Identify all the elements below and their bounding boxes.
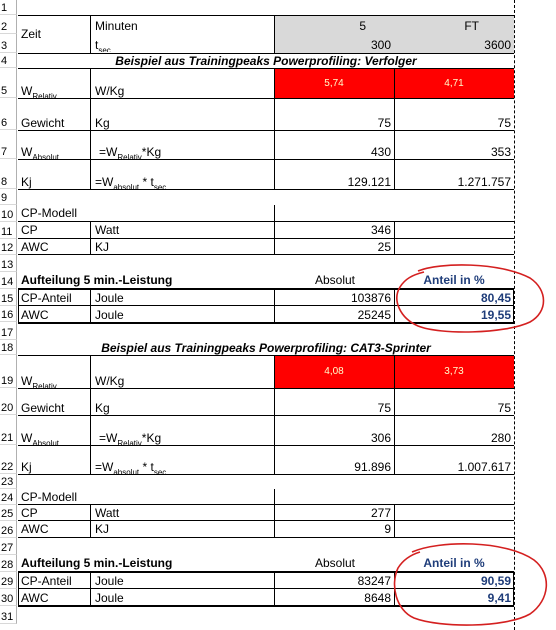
- row-header[interactable]: 15: [0, 289, 17, 306]
- block2-formula-kj-b: * t: [139, 460, 154, 474]
- block2-cp-anteil-label: CP-Anteil: [21, 574, 72, 588]
- grid-hline: [18, 355, 514, 356]
- block1-w-abs-w: W: [21, 145, 33, 159]
- tsec-sub: sec: [98, 46, 111, 52]
- block1-kj-unit: KJ: [95, 240, 110, 254]
- block1-formula-kj-sub1: absolut: [113, 183, 140, 189]
- block1-kj-ft[interactable]: 1.271.757: [457, 175, 511, 189]
- block1-joule-unit-1: Joule: [95, 291, 124, 305]
- row-header[interactable]: 19: [0, 355, 17, 388]
- row-header[interactable]: 25: [0, 505, 17, 521]
- grid-hline: [18, 68, 514, 69]
- grid-vline: [274, 571, 275, 606]
- block1-w-rel-sub: Relativ: [32, 92, 57, 98]
- block1-cp-anteil-pct[interactable]: 80,45: [480, 291, 511, 305]
- block2-formula-abs-sub: Relativ: [117, 439, 142, 445]
- row-header[interactable]: 23: [0, 474, 17, 489]
- grid-vline: [18, 571, 19, 606]
- row-header[interactable]: 8: [0, 159, 17, 189]
- block1-formula-abs-sub: Relativ: [117, 153, 142, 159]
- row-header[interactable]: 13: [0, 255, 17, 272]
- block2-formula-abs: [96, 415, 246, 445]
- block2-gewicht-ft[interactable]: 75: [497, 401, 511, 415]
- block1-joule-unit-2: Joule: [95, 308, 124, 322]
- block1-title: Beispiel aus Trainingpeaks Powerprofiling: Verfolger: [115, 54, 417, 68]
- block1-formula-abs: [96, 130, 246, 159]
- block2-formula-abs-b: *Kg: [141, 431, 162, 445]
- block2-formula-kj: [92, 445, 262, 474]
- grid-hline: [18, 189, 514, 190]
- grid-hline: [18, 130, 514, 131]
- grid-hline: [18, 474, 514, 475]
- grid-vline: [274, 489, 275, 537]
- block2-formula-kj-sub1: absolut: [113, 468, 140, 474]
- block1-formula-kj-sub2: sec: [153, 183, 167, 189]
- block1-awc-value[interactable]: 25: [377, 240, 391, 254]
- grid-vline: [18, 288, 19, 323]
- block1-awc-pct[interactable]: 19,55: [480, 308, 511, 322]
- tsec-t: t: [95, 38, 99, 52]
- block2-kj-ft[interactable]: 1.007.617: [457, 460, 511, 474]
- block2-cp-modell: CP-Modell: [21, 490, 78, 504]
- w-relativ-5min-cell-2[interactable]: 4,08: [274, 355, 394, 388]
- block1-gewicht-5min[interactable]: 75: [377, 116, 391, 130]
- block1-w-abs-sub: Absolut: [32, 153, 60, 159]
- block2-awc-label: AWC: [21, 522, 49, 536]
- block2-kj-label: Kj: [21, 460, 32, 474]
- block1-formula-kj-b: * t: [139, 175, 154, 189]
- row-header[interactable]: 4: [0, 53, 17, 68]
- row-header[interactable]: 29: [0, 572, 17, 589]
- w-relativ-ft-cell[interactable]: 4,71: [394, 68, 514, 98]
- block2-awc-abs[interactable]: 8648: [364, 591, 391, 605]
- block2-joule-unit-2: Joule: [95, 591, 124, 605]
- grid-vline: [394, 221, 395, 254]
- block1-kj-label: Kj: [21, 175, 32, 189]
- block2-anteil-header: Anteil in %: [423, 556, 485, 570]
- grid-hline: [18, 53, 514, 54]
- block2-w-rel-w: W: [21, 374, 33, 388]
- grid-vline: [90, 68, 91, 189]
- row-header[interactable]: 21: [0, 415, 17, 445]
- block2-cp-label: CP: [21, 506, 38, 520]
- minuten-label: Minuten: [95, 19, 138, 33]
- block2-w-abs-sub: Absolut: [32, 439, 60, 445]
- grid-vline: [90, 504, 91, 537]
- block1-kg-unit: Kg: [95, 116, 110, 130]
- grid-hline: [18, 305, 514, 306]
- block1-awc-row-label: AWC: [21, 308, 49, 322]
- row-header[interactable]: 17: [0, 322, 17, 340]
- block1-w-rel-w: W: [21, 84, 33, 98]
- block2-title: Beispiel aus Trainingpeaks Powerprofiling: CAT3-Sprinter: [101, 341, 431, 355]
- grid-vline: [90, 355, 91, 474]
- grid-hline: [18, 15, 514, 16]
- block2-w-abs-ft[interactable]: 280: [490, 431, 511, 445]
- grid-hline: [18, 571, 514, 573]
- row-header[interactable]: 28: [0, 555, 17, 572]
- row-header[interactable]: 18: [0, 340, 17, 355]
- row-header[interactable]: 3: [0, 34, 17, 53]
- row-header[interactable]: 9: [0, 189, 17, 205]
- row-header[interactable]: 1: [0, 0, 17, 15]
- grid-vline: [394, 288, 395, 323]
- grid-vline: [394, 355, 395, 474]
- block2-aufteilung: Aufteilung 5 min.-Leistung: [21, 556, 173, 570]
- block1-watt-unit: Watt: [95, 223, 120, 237]
- grid-vline: [90, 571, 91, 606]
- grid-vline: [90, 221, 91, 254]
- w-relativ-5min-cell[interactable]: 5,74: [274, 68, 394, 98]
- block2-w-relativ-label: [18, 355, 90, 388]
- row-header[interactable]: 10: [0, 205, 17, 222]
- block1-w-abs-5min[interactable]: 430: [370, 145, 391, 159]
- block2-kj-unit: KJ: [95, 522, 110, 536]
- block2-awc-value[interactable]: 9: [384, 522, 391, 536]
- col-5min-sec[interactable]: 300: [370, 38, 391, 52]
- row-header[interactable]: 22: [0, 445, 17, 474]
- grid-hline: [18, 520, 514, 521]
- grid-hline: [18, 254, 514, 255]
- block1-formula-abs-b: *Kg: [141, 145, 162, 159]
- block1-anteil-header: Anteil in %: [423, 273, 485, 287]
- grid-hline: [18, 221, 514, 222]
- block2-wkg-unit: W/Kg: [95, 374, 125, 388]
- block2-w-abs-5min[interactable]: 306: [370, 431, 391, 445]
- grid-hline: [18, 445, 514, 446]
- block2-formula-kj-a: =W: [95, 460, 114, 474]
- block1-formula-abs-a: =W: [99, 145, 118, 159]
- block2-kj-5min[interactable]: 91.896: [354, 460, 391, 474]
- row-header[interactable]: 16: [0, 306, 17, 322]
- block1-absolut-header: Absolut: [314, 273, 355, 287]
- block1-formula-kj-a: =W: [95, 175, 114, 189]
- block1-gewicht-label: Gewicht: [21, 116, 65, 130]
- row-header[interactable]: 20: [0, 388, 17, 415]
- grid-vline: [274, 288, 275, 323]
- block1-cp-value[interactable]: 346: [370, 223, 391, 237]
- zeit-label: Zeit: [21, 27, 42, 41]
- block1-kj-5min[interactable]: 129.121: [347, 175, 391, 189]
- block2-awc-row-label: AWC: [21, 591, 49, 605]
- block2-awc-pct[interactable]: 9,41: [487, 591, 511, 605]
- block1-w-absolut-label: [18, 130, 90, 159]
- block2-watt-unit: Watt: [95, 506, 120, 520]
- row-header[interactable]: 6: [0, 98, 17, 130]
- grid-hline: [18, 415, 514, 416]
- row-header[interactable]: 2: [0, 15, 17, 34]
- grid-vline: [274, 205, 275, 254]
- w-relativ-ft-cell-2[interactable]: 3,73: [394, 355, 514, 388]
- block1-cp-anteil-abs[interactable]: 103876: [350, 291, 391, 305]
- block1-w-relativ-label: [18, 68, 90, 98]
- row-header[interactable]: 31: [0, 606, 17, 624]
- grid-hline: [18, 322, 514, 324]
- block2-w-rel-sub: Relativ: [32, 382, 57, 388]
- row-header[interactable]: 26: [0, 521, 17, 538]
- row-header[interactable]: 30: [0, 589, 17, 606]
- grid-hline: [18, 537, 514, 538]
- grid-hline: [18, 605, 514, 607]
- row-header[interactable]: 27: [0, 538, 17, 555]
- row-header[interactable]: 12: [0, 239, 17, 255]
- grid-vline: [394, 504, 395, 537]
- block2-kg-unit: Kg: [95, 401, 110, 415]
- grid-vline: [394, 68, 395, 189]
- block2-w-absolut-label: [18, 415, 90, 445]
- grid-hline: [18, 388, 514, 389]
- block2-gewicht-5min[interactable]: 75: [377, 401, 391, 415]
- block1-cp-modell: CP-Modell: [21, 206, 78, 220]
- grid-hline: [18, 238, 514, 239]
- block1-cp-anteil-label: CP-Anteil: [21, 291, 72, 305]
- grid-vline: [274, 355, 275, 474]
- block2-cp-anteil-abs[interactable]: 83247: [357, 574, 391, 588]
- grid-hline: [18, 504, 514, 505]
- block1-awc-label: AWC: [21, 240, 49, 254]
- grid-vline: [90, 15, 91, 53]
- page-break-line: [514, 0, 515, 630]
- block1-wkg-unit: W/Kg: [95, 84, 125, 98]
- block1-aufteilung: Aufteilung 5 min.-Leistung: [21, 273, 173, 287]
- grid-hline: [18, 288, 514, 290]
- grid-vline: [90, 288, 91, 323]
- block2-gewicht-label: Gewicht: [21, 401, 65, 415]
- grid-hline: [18, 159, 514, 160]
- block1-gewicht-ft[interactable]: 75: [497, 116, 511, 130]
- row-header[interactable]: 11: [0, 222, 17, 239]
- block2-w-abs-w: W: [21, 431, 33, 445]
- row-header[interactable]: 24: [0, 489, 17, 505]
- block2-cp-anteil-pct[interactable]: 90,59: [480, 574, 511, 588]
- col-ft-sec[interactable]: 3600: [484, 38, 511, 52]
- block2-formula-kj-sub2: sec: [153, 468, 167, 474]
- block1-cp-label: CP: [21, 223, 38, 237]
- block2-absolut-header: Absolut: [314, 556, 355, 570]
- grid-vline: [274, 15, 275, 53]
- grid-hline: [18, 588, 514, 589]
- row-header[interactable]: 14: [0, 272, 17, 289]
- col-5min-header[interactable]: 5: [359, 19, 366, 33]
- col-ft-header[interactable]: FT: [464, 19, 479, 33]
- block1-w-abs-ft[interactable]: 353: [490, 145, 511, 159]
- tsec-label: [92, 34, 242, 52]
- grid-hline: [18, 98, 514, 99]
- row-header[interactable]: 7: [0, 130, 17, 159]
- block1-formula-kj: [92, 159, 262, 189]
- block2-joule-unit-1: Joule: [95, 574, 124, 588]
- block2-formula-abs-a: =W: [99, 431, 118, 445]
- block2-cp-value[interactable]: 277: [370, 506, 391, 520]
- grid-vline: [394, 571, 395, 606]
- row-header[interactable]: 5: [0, 68, 17, 98]
- block1-awc-abs[interactable]: 25245: [357, 308, 391, 322]
- grid-vline: [274, 68, 275, 189]
